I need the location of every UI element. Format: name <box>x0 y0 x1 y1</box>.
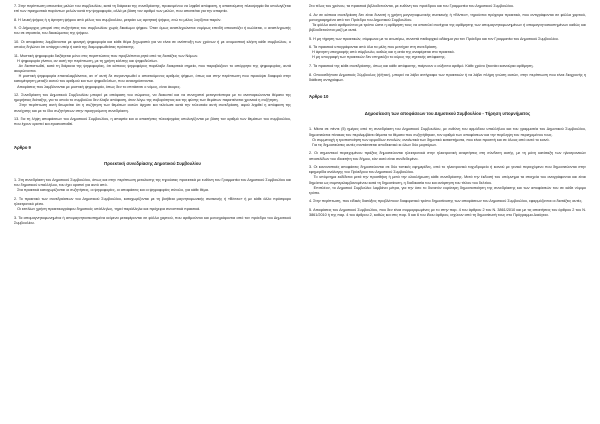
left-paragraphs-top <box>14 4 291 127</box>
article-10-paragraph-2: 2. Οι σημαντικοί περιεχομένου πράξεις δημοσιεύονται ηλεκτρονικά στην ηλεκτρονική αναρτήσεις στη σύνδεση αυτής, με τη μόνη κατάταξη των ηλεκτρονικών ιστοσελίδων του ιδιοκτήτη του δήμου, εάν αυτό είναι συνδεδεμένο. <box>309 151 588 161</box>
article-10-paragraph-1: 1. Μέσα σε πέντε (5) ημέρες από τη συνεδρίαση του Δημοτικού Συμβουλίου, με ευθύνη του αρμόδιου υπαλλήλου και του γραμματέα του Δημοτικού Συμβουλίου, δημοσιεύεται πίνακας του περιλαμβάνει θέματα τα θέματα που συζητήθηκαν, τον αριθμό των αποφάσεων και την περίληψη του περιεχομένου τους. Οι συμμετοχή η τροποποίηση των αρμοδίων εντολών, αναλυτικά των δημοτικό καταστήματα, που είναι προσιτή και σε όλους από αυτό το κοινό. Για τις δημοσιεύσεις αυτές συντάσσεται αποδεικτικό κι όλων δύο μαρτύρων. <box>309 127 586 147</box>
article-10-paragraph-4: 4. Στην περίπτωση, που είδικές διατάξεις προβλέπουν διαφορετικό τρόπο δημοσίευσης των αποφάσεων του Δημοτικού Συμβουλίου, εφαρμόζονται οι διατάξεις αυτές. <box>309 199 583 204</box>
article-9-paragraph-2: 2. Το πρακτικό των συνεδριάσεων του Δημοτικού Συμβουλίου, καταχωρίζονται με τη βοήθεια μαγνητοφωνικής συσκευής ή «Βίντεο» ή με κάθε άλλο πρόσφορο ηλεκτρονικό μέσο. Οι κτιτλίων χρήση πρακτικογράφου δημοτικός υπάλληλος, τηρεί παράλληλα και πρόχειρα συνοπτικά πρακτικά. <box>14 196 291 212</box>
article-9-subheading: Προεκτική συνεδρίασης Δημοτικού Συμβουλίου <box>104 161 201 167</box>
left-column <box>14 4 291 424</box>
left-paragraph-3: 9. Ο Δήμαρχος μπορεί στις συζητήσεις του συμβουλίου χωρίς δικαίωμα ψήφου. Όταν όμως αναπληρώνεται νομίμως επειδή απουσιάζει ή κωλύεται, ο αναπληρωτής του σε στρατεία, του δικαιώματος της ψήφου. <box>14 26 293 36</box>
left-paragraph-6: 12. Συνεδρίαση του Δημοτικού Συμβουλίου μπορεί με απόφαση του σώματος, να διακοπεί και να συνεχιστεί μεταγενέστερα με το ανεπαρκώνοντα θέματα της ημερήσιας διάταξης, για το οποίο το συμβούλιο δεν έλαβε απόφαση, όταν λόγω της σοβαρότητας και της φύσης των θεμάτων παρατείνεται χρονικά η συζήτηση. Στην περίπτωση αυτή θεωρείται ότι η συζήτηση των θεμάτων αυτών άρχισε και τελείωσε κατά την τελευταία αυτή συνεδρίαση, αφού ληφθεί η απόφαση της συνέχισης και με το ίδιο συζητήσεων στην προηγούμενη συνεδρίαση. <box>14 93 291 113</box>
right-paragraph-5: 7. Τα πρακτικά της κάθε συνεδρίασης, όπως και κάθε απόφασης, παίρνουν ο αύξοντα αριθμό. Κάθε χρόνο ξεκινάει καινούρια αρίθμηση. <box>309 63 534 68</box>
left-paragraphs-bottom <box>14 178 291 226</box>
left-paragraph-1: 7. Στην περίπτωση απουσίας μελών του συμβουλίου, κατά τη διάρκεια της συνεδρίασης, προκειμένου να ληφθεί απόφαση, η απαιτούμενη πλειοψηφία θα υπολογίζεται επί των πραγματικά παρόντων μελών κατά την ψηφοφορία, αλλά με βάση τον αριθμό των μελών, που απαιτείται για την απαρτία. <box>14 4 293 14</box>
left-paragraph-5: 11. Μυστική ψηφοφορία διεξάγεται μόνο στις περιπτώσεις που προβλέπεται ρητά από τις διατάξεις των Νόμων. Η ψηφοφορία γίνεται, αν αυτή την περίπτωση, με τη χρήση κάλπης και ψηφοδελτίων. Αν διαπιστωθεί, κατά τη διάρκεια της ψηφοφορίας, ότι κάποιος ψηφοφόρος παρέλαβε διακριτικά σημεία, που παραβιάζουν το απόρρητο της ψηφοφορίας, αυτά ακυρώνονται. Η μυστική ψηφοφορία επαναλαμβάνεται, αν σ' αυτή δε συγκεντρωθεί ο απαιτούμενος αριθμός ψήφων, όπως και στην περίπτωση που προκύψει διαφορά στην καταμέτρηση μεταξύ αυτού του αριθμού και των ψηφοδελτίων, που ανακηρύσσονται. Αποφάσεις που λαμβάνονται με μυστική ψηφοφορία, όπως δεν το επιτάσσει ο νόμος, είναι άκυρες. <box>14 53 291 89</box>
left-paragraph-2: 8. Η λευκή ψήφος ή η άρνηση ψήφου από μέλος του συμβουλίου, μετράει ως αρνητική ψήφος, ενώ το μέλος λογίζεται παρόν. <box>14 17 222 22</box>
right-paragraph-1: Στο τέλος του χρόνου, τα πρακτικά βιβλιοδετούνται, με ευθύνη του προέδρου και του Γραμματέα του Δημοτικού Συμβουλίου. <box>309 4 515 8</box>
right-column <box>309 4 586 424</box>
left-paragraph-7: 13. Για τη λήψη αποφάσεων του Δημοτικού Συμβουλίου, η απαρτία και οι απαιτήσεις πλειοψηφίας υπολογίζονται με βάση τον αριθμό των θεμάτων του συμβουλίου, που έχουν οριστεί και εγκατασταθεί. <box>14 117 293 127</box>
left-paragraph-4: 10. Οι αποφάσεις λαμβάνονται με φανερή ψηφοφορία και κάθε θέμα ξεχωριστά για να είναι σε ανάπτυξη των χρόνων ή με ονομαστική κλήση κάθε συμβούλου, ο οποίος δηλώνει ότι υπάρχει υπέρ ή κατά της διαμορφωθείσας πρότασης. <box>14 39 293 50</box>
article-10-subheading: Δημοσίευση των αποφάσεων του Δημοτικού Συμβουλίου - Τήρηση υπομνήματος <box>364 110 531 116</box>
right-paragraph-6: 8. Οποιοσδήποτε Δημοτικός Σύμβουλος (ή/ήταν), μπορεί να λάβει αντίγραφο των πρακτικών ή να λάβει πλήρη γνώση αυτών, στην περίπτωση που είναι διαχρονής η διάθεση αντιγράφων. <box>309 72 588 82</box>
right-paragraphs-bottom <box>309 127 586 218</box>
right-paragraph-4: 6. Τα πρακτικά υπογράφονται από όλα τα μέλη που μετείχαν στη συνεδρίαση. Η άρνηση υπογραφής από σύμβουλο, καθώς και η αιτία της αναφέρεται στο πρακτικό. Η μη υπογραφή των πρακτικών δεν επηρεάζει το κύρος της σχετικής απόφασης. <box>309 45 455 60</box>
article-9-paragraph-3: 3. Τα απομαγνητοφωνημένα ή απομαγνητοσκοπημένα κείμενα μεταφέρονται σε φύλλα χαρτιού, που αριθμούνται και μονογράφονται από τον πρόεδρο του Δημοτικού Συμβουλίου. <box>14 215 293 225</box>
article-10-paragraph-5: 5. Αποφάσεις του Δημοτικού Συμβουλίου, που δεν είναι συμμορφωμένες με το στην παρ. 4 του άρθρου 2 του Ν. 3861/2010 και με τις απαιτήσεις του άρθρου 2 του Ν. 3861/2010 ή της παρ. 4 του άρθρου 2, καθώς και στις παρ. 5 και 6 του ίδιου άρθρου, ισχύουν από τη δημοσίευσή τους στο Πρόγραμμα Διαύγεια. <box>309 208 588 218</box>
right-paragraph-3: 5. Η μη τήρηση των πρακτικών, σύμφωνα με το ανωτέρω, συνιστά πειθαρχικό αδίκημα για τον Πρόεδρο και τον Γραμματέα του Δημοτικού Συμβουλίου. <box>309 36 559 41</box>
article-10-paragraph-3: 3. Οι κανονιστικές αποφάσεις δημοσιεύονται σε δύο τοπικές εφημερίδες, από το ηλεκτρονικό ταχυδρομείο ή κοινού με γενικό περιεχόμενο που δημοσιεύονται στην εφημερίδα ανάλογης του Πρόεδρου του Δημοτικού Συμβουλίου. Το υπόμνημα εκδίδεται μετά την προσθήκη ή μετά την ολοκλήρωση κάθε συνεδρίασης. Μετά την έκδοσή του υπόμνημα τα στοιχεία του αναγράφονται και είναι δημόσια ως συμπεριλαμβανομένου κατά τη δημοσίευση, η διαδικασία του και ανάρτηση του τίτλου του δελτίου. Επιπλέον, το Δημοτικό Συμβούλιο λαμβάνει μέτρα, για την όσο το δυνατόν ευρύτερη δημοσιοποίηση της συνεδρίασης και των αποφάσεών του σε κάθε νόμιμο τρόπο. <box>309 165 586 195</box>
article-9-heading: Άρθρο 9 <box>14 144 31 150</box>
right-paragraph-2: 4. Αν σε κάποια συνεδρίαση δεν είναι δυνατή η χρήση μαγνητοφωνικής συσκευής ή «Βίντεο», τηρούνται πρόχειρα πρακτικά, που αντιγράφονται σε φύλλα χαρτιού, μονογραφημένα από τον Πρόεδρο του Δημοτικού Συμβουλίου. Τα φύλλα αυτά αριθμούνται με τρόπο ώστε η αρίθμηση τους να αποτελεί συνέχεια της αρίθμησης των απομαγνητοφωνημένων ή απομαγνητοσκοπημένων καθώς και βιβλιοδετούνται μαζί με αυτά. <box>309 12 586 33</box>
right-paragraphs-top <box>309 4 586 83</box>
article-9-paragraph-1: 1. Στη συνεδρίαση του Δημοτικού Συμβουλίου, όπως και στην περίπτωση μεταλυσης της τηρούσας προεκτικά με ευθύνη του Γραμματέα του Δημοτικού Συμβουλίου και του δημοτικού υπαλλήλου, του έχει οριστεί για αυτό από. Στα πρακτικά καταχωρίζονται οι συζητήσεις, οι ψηφοφορίες, οι αποφάσεις και οι ψηφοφορίες σύνολο, για κάθε θέμα. <box>14 178 291 193</box>
article-10-heading: Άρθρο 10 <box>309 94 329 100</box>
